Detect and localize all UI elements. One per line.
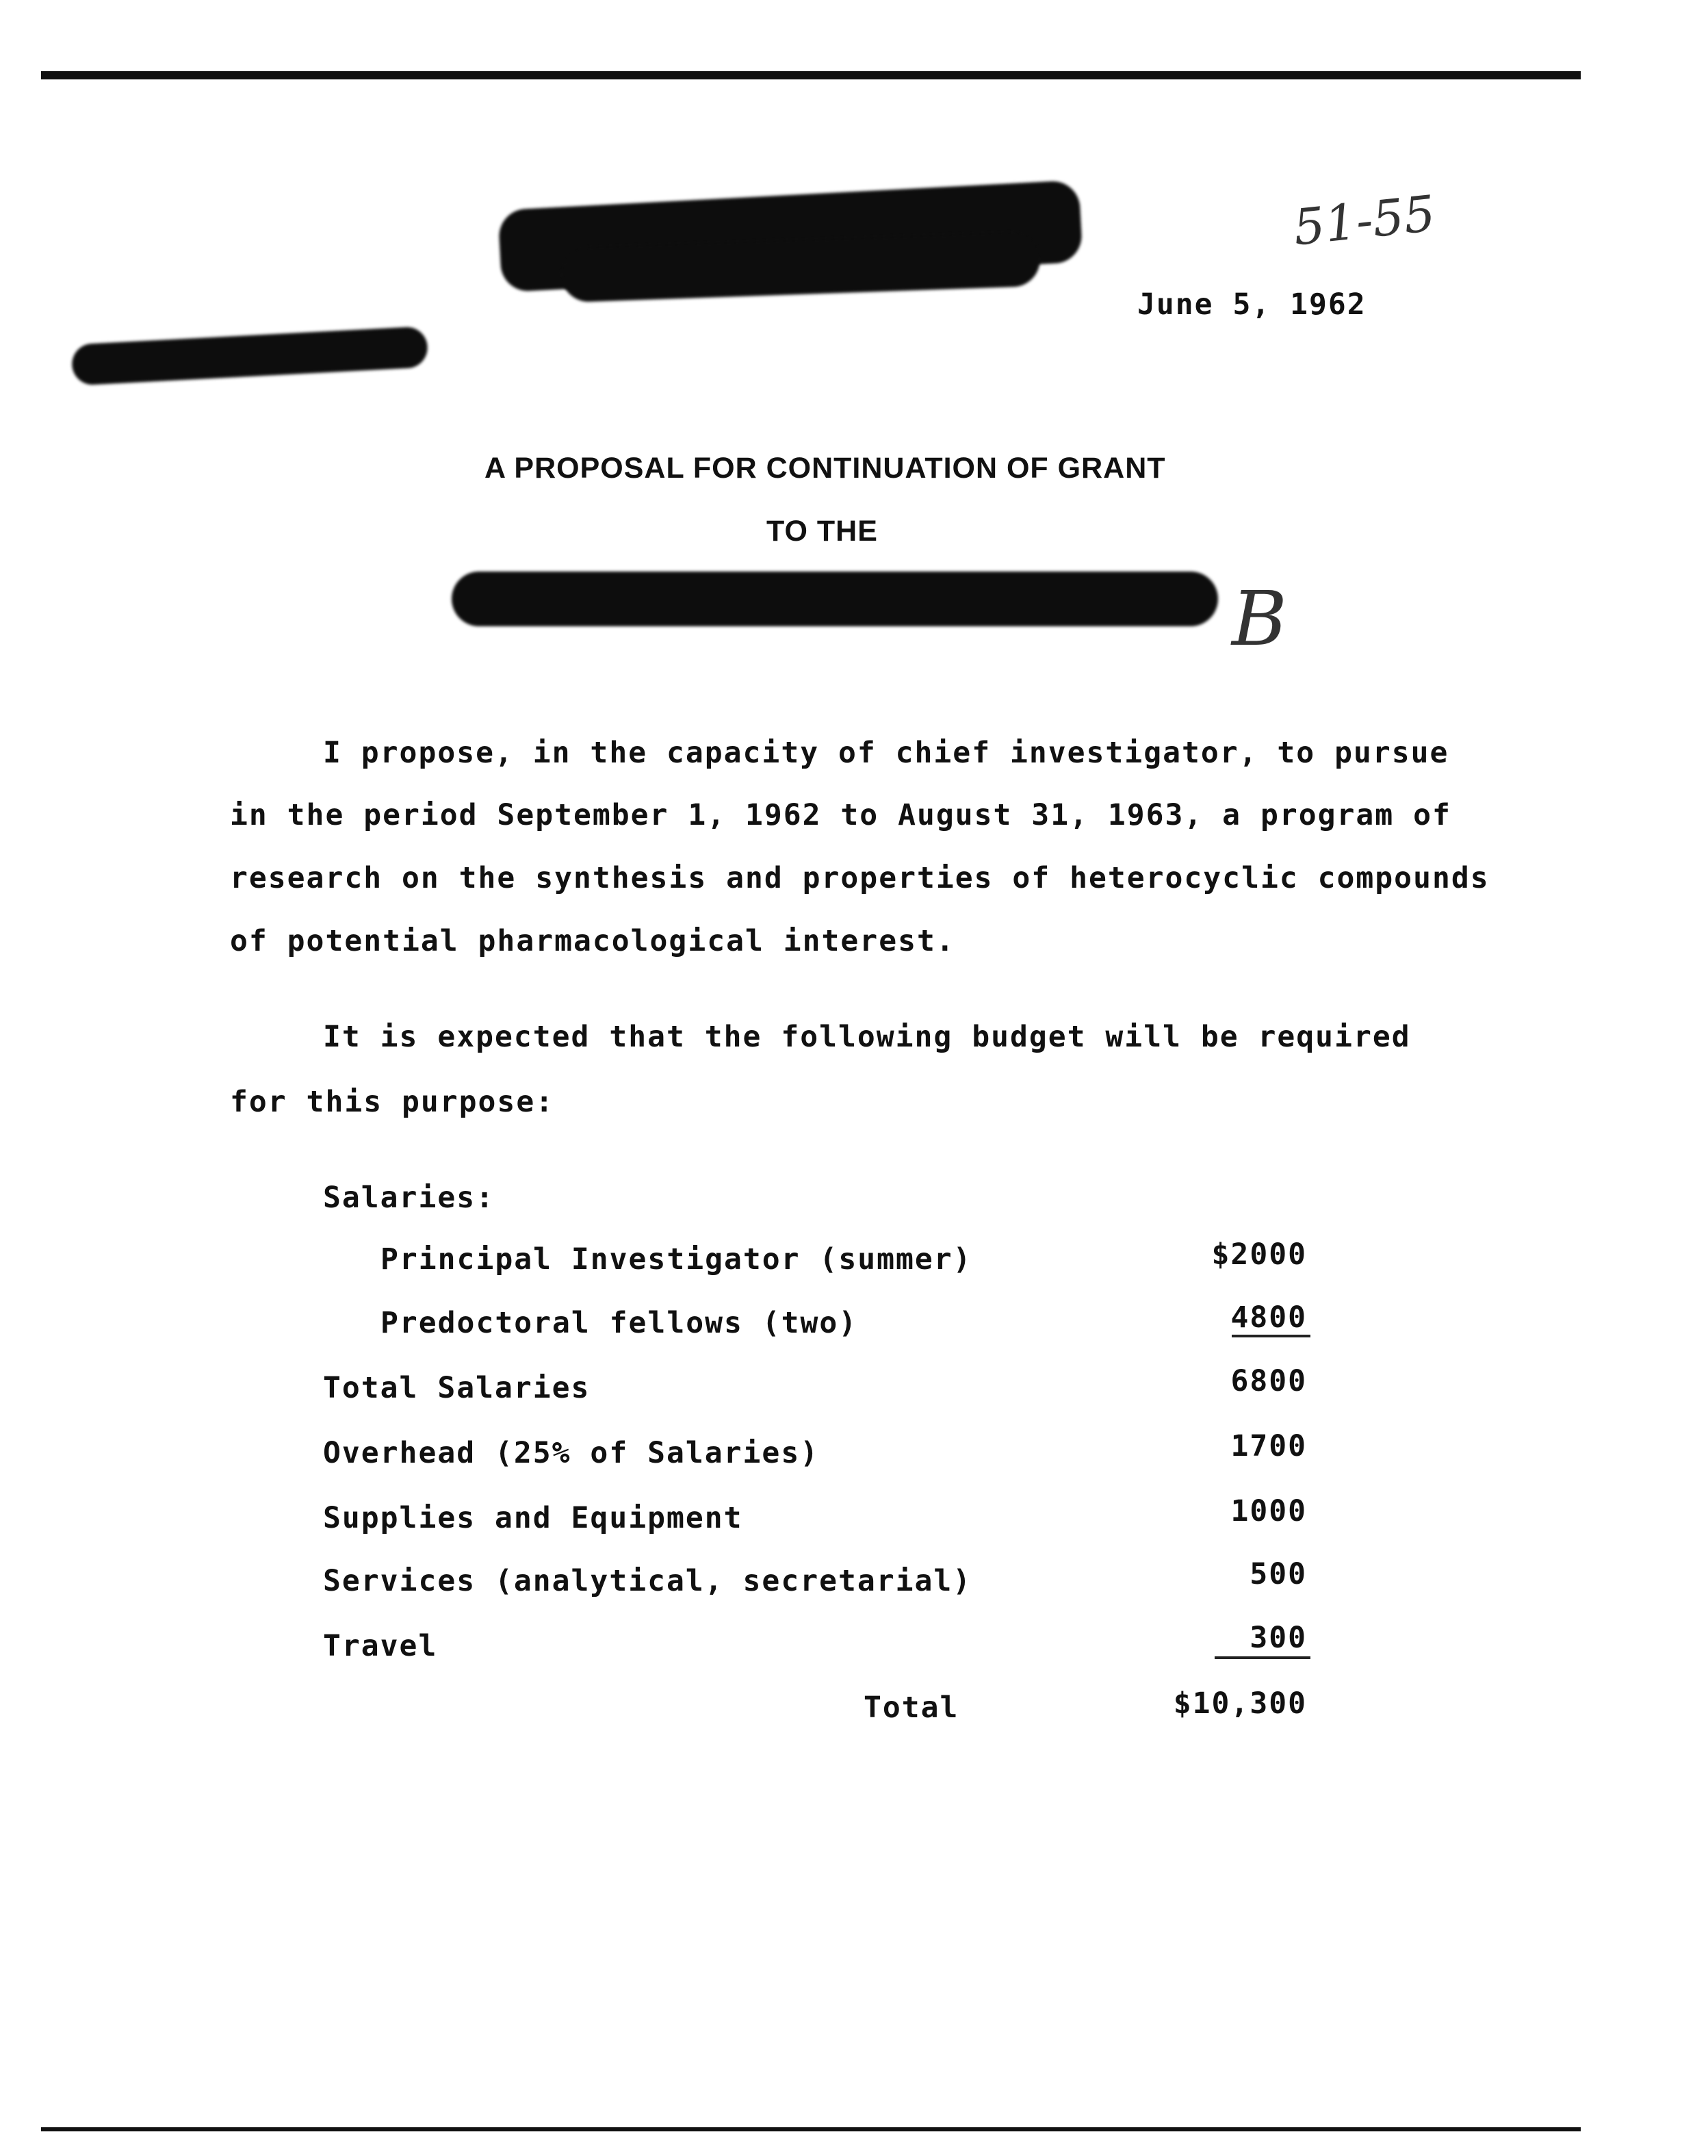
handwritten-mark: B [1232,575,1287,663]
scan-top-edge [41,71,1581,79]
paragraph-1-line-3: research on the synthesis and properties of heterocyclic compounds [230,861,1490,895]
budget-item-label: Supplies and Equipment [323,1501,743,1535]
total-underline [1215,1656,1310,1659]
paragraph-2-line-2: for this purpose: [230,1085,555,1119]
redaction-grantor [452,572,1218,626]
budget-item-amount: 300 [1250,1621,1307,1655]
budget-salaries-heading: Salaries: [323,1181,495,1215]
budget-total-label: Total [864,1691,959,1725]
redaction-addressee [71,326,428,385]
budget-item-amount: 1700 [1230,1429,1307,1463]
budget-item-label: Overhead (25% of Salaries) [323,1436,820,1470]
paragraph-1-line-1: I propose, in the capacity of chief investigator, to pursue [323,736,1449,770]
budget-item-label: Total Salaries [323,1371,591,1405]
budget-item-label: Predoctoral fellows (two) [380,1306,858,1340]
budget-item-amount: 6800 [1230,1364,1307,1398]
scan-bottom-edge [41,2127,1581,2131]
proposal-title-to: TO THE [766,515,878,548]
budget-item-amount: 500 [1250,1557,1307,1591]
budget-item-label: Services (analytical, secretarial) [323,1564,972,1598]
subtotal-underline [1232,1335,1310,1337]
budget-item-label: Principal Investigator (summer) [380,1242,972,1276]
budget-item-amount: 1000 [1230,1494,1307,1528]
paragraph-1-line-2: in the period September 1, 1962 to August 31, 1963, a program of [230,798,1451,832]
budget-total-amount: $10,300 [1173,1686,1307,1721]
budget-item-label: Travel [323,1629,438,1663]
paragraph-1-line-4: of potential pharmacological interest. [230,924,955,958]
budget-item-amount: $2000 [1211,1237,1307,1272]
budget-item-amount: 4800 [1230,1300,1307,1335]
handwritten-annotation: 51-55 [1291,184,1438,257]
letter-date: June 5, 1962 [1137,287,1367,322]
proposal-title: A PROPOSAL FOR CONTINUATION OF GRANT [484,452,1166,485]
paragraph-2-line-1: It is expected that the following budget will be required [323,1020,1411,1054]
